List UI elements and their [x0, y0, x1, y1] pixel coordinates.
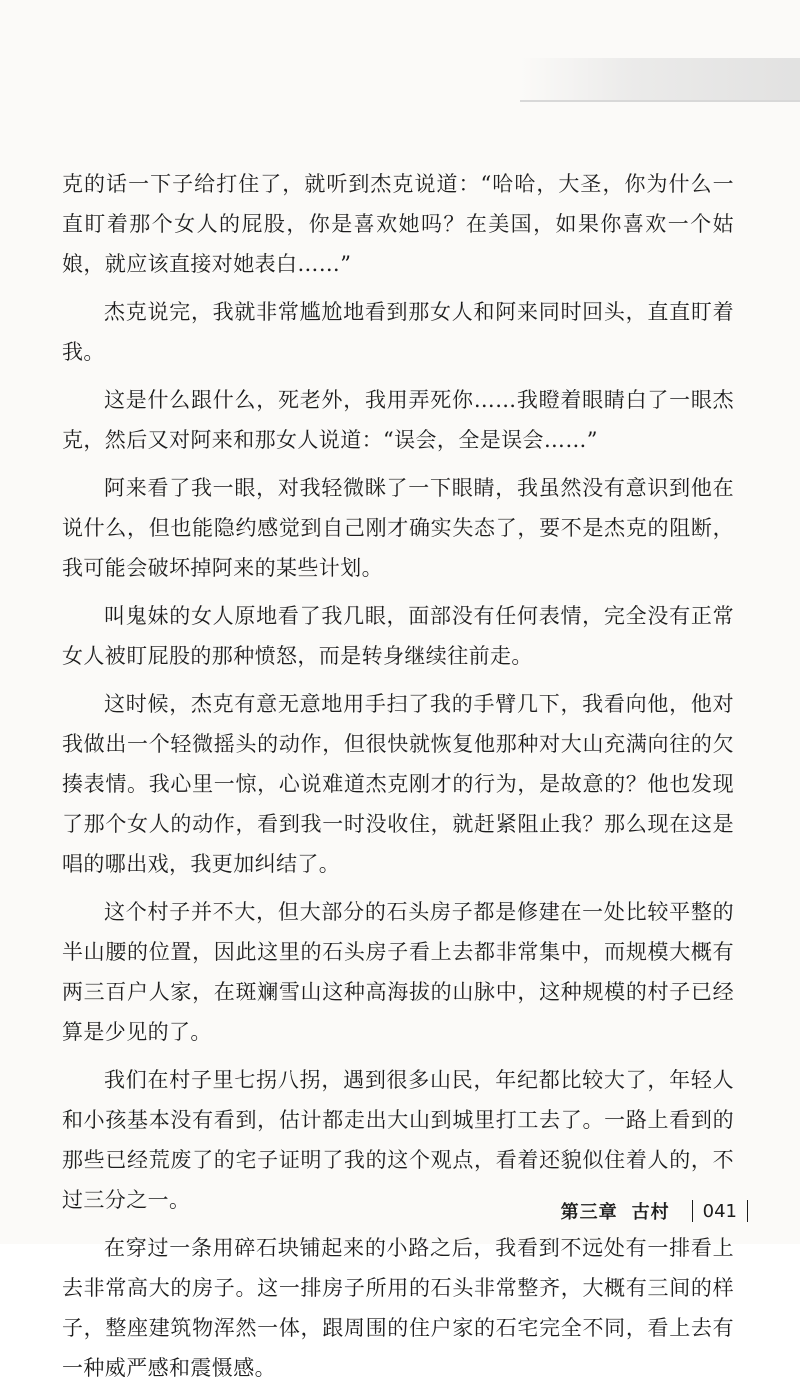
paragraph: 杰克说完，我就非常尴尬地看到那女人和阿来同时回头，直直盯着我。: [62, 300, 734, 364]
header-rule: [520, 100, 800, 102]
paragraph: 我们在村子里七拐八拐，遇到很多山民，年纪都比较大了，年轻人和小孩基本没有看到，估计都走出大山到城里打工去了。一路上看到的那些已经荒废了的宅子证明了我的这个观点，看着还貌似住着人的，不过三分之一。: [62, 1068, 734, 1212]
footer-divider-left: [692, 1200, 693, 1222]
footer-divider-right: [747, 1200, 748, 1222]
paragraph: 这是什么跟什么，死老外，我用弄死你……我瞪着眼睛白了一眼杰克，然后又对阿来和那女人说道：“误会，全是误会……”: [62, 388, 734, 452]
paragraph: 克的话一下子给打住了，就听到杰克说道：“哈哈，大圣，你为什么一直盯着那个女人的屁股，你是喜欢她吗？在美国，如果你喜欢一个姑娘，就应该直接对她表白……”: [62, 172, 734, 276]
paragraph: 这个村子并不大，但大部分的石头房子都是修建在一处比较平整的半山腰的位置，因此这里的石头房子看上去都非常集中，而规模大概有两三百户人家，在斑斓雪山这种高海拔的山脉中，这种规模的村子已经算是少见的了。: [62, 900, 734, 1044]
chapter-label: 第三章: [560, 1202, 618, 1223]
header-band: [520, 58, 800, 100]
page-number: 041: [702, 1200, 737, 1222]
paragraph: 阿来看了我一眼，对我轻微眯了一下眼睛，我虽然没有意识到他在说什么，但也能隐约感觉到自己刚才确实失态了，要不是杰克的阻断，我可能会破坏掉阿来的某些计划。: [62, 476, 734, 580]
section-label: 古村: [631, 1202, 670, 1223]
paragraph: 这时候，杰克有意无意地用手扫了我的手臂几下，我看向他，他对我做出一个轻微摇头的动作，但很快就恢复他那种对大山充满向往的欠揍表情。我心里一惊，心说难道杰克刚才的行为，是故意的？他也发现了那个女人的动作，看到我一时没收住，就赶紧阻止我？那么现在这是唱的哪出戏，我更加纠结了。: [62, 692, 734, 876]
page-footer: [561, 1196, 748, 1226]
paragraph: 叫鬼妹的女人原地看了我几眼，面部没有任何表情，完全没有正常女人被盯屁股的那种愤怒，而是转身继续往前走。: [62, 604, 734, 668]
paragraph: 在穿过一条用碎石块铺起来的小路之后，我看到不远处有一排看上去非常高大的房子。这一排房子所用的石头非常整齐，大概有三间的样子，整座建筑物浑然一体，跟周围的住户家的石宅完全不同，看上去有一种威严感和震慑感。: [62, 1236, 734, 1380]
